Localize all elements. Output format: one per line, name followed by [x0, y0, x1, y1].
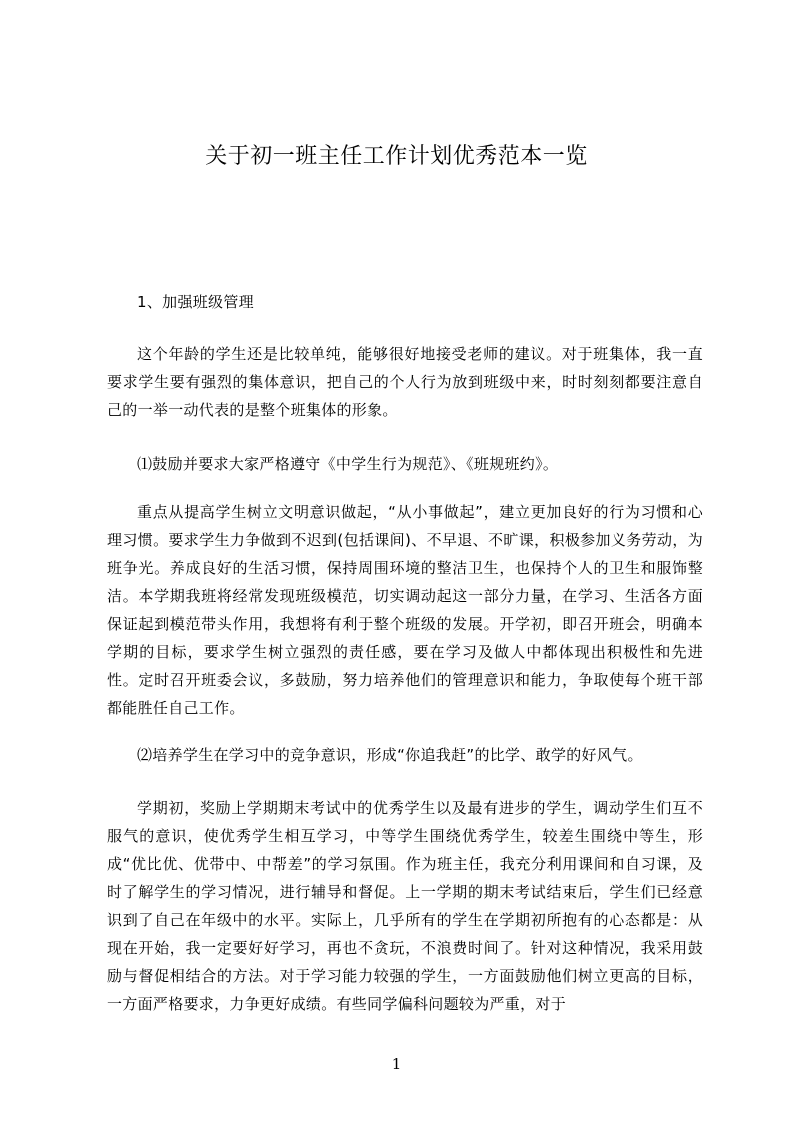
page-number: 1 — [391, 1055, 402, 1073]
body-paragraph: 学期初，奖励上学期期末考试中的优秀学生以及最有进步的学生，调动学生们互不服气的意识，使优秀学生相互学习，中等学生围绕优秀学生，较差生围绕中等生，形成“优比优、优带中、中帮差”的学习氛围。作为班主任，我充分利用课间和自习课，及时了解学生的学习情况，进行辅导和督促。上一学期的期末考试结束后，学生们已经意识到了自己在年级中的水平。实际上，几乎所有的学生在学期初所抱有的心态都是：从现在开始，我一定要好好学习，再也不贪玩，不浪费时间了。针对这种情况，我采用鼓励与督促相结合的方法。对于学习能力较强的学生，一方面鼓励他们树立更高的目标，一方面严格要求，力争更好成绩。有些同学偏科问题较为严重，对于 — [107, 799, 703, 1013]
body-paragraph: 这个年龄的学生还是比较单纯，能够很好地接受老师的建议。对于班集体，我一直要求学生要有强烈的集体意识，把自己的个人行为放到班级中来，时时刻刻都要注意自己的一举一动代表的是整个班集体的形象。 — [107, 345, 703, 419]
document-title: 关于初一班主任工作计划优秀范本一览 — [205, 144, 588, 169]
subsection-heading: ⑵培养学生在学习中的竞争意识，形成“你追我赶”的比学、敢学的好风气。 — [137, 746, 643, 764]
section-heading: 1、加强班级管理 — [137, 293, 254, 311]
subsection-heading: ⑴鼓励并要求大家严格遵守《中学生行为规范》、《班规班约》。 — [137, 455, 559, 473]
body-paragraph: 重点从提高学生树立文明意识做起，“从小事做起”，建立更加良好的行为习惯和心理习惯。要求学生力争做到不迟到(包括课间)、不早退、不旷课，积极参加义务劳动，为班争光。养成良好的生活习惯，保持周围环境的整洁卫生，也保持个人的卫生和服饰整洁。本学期我班将经常发现班级模范，切实调动起这一部分力量，在学习、生活各方面保证起到模范带头作用，我想将有利于整个班级的发展。开学初，即召开班会，明确本学期的目标，要求学生树立强烈的责任感，要在学习及做人中都体现出积极性和先进性。定时召开班委会议，多鼓励，努力培养他们的管理意识和能力，争取使每个班干部都能胜任自己工作。 — [107, 503, 703, 717]
